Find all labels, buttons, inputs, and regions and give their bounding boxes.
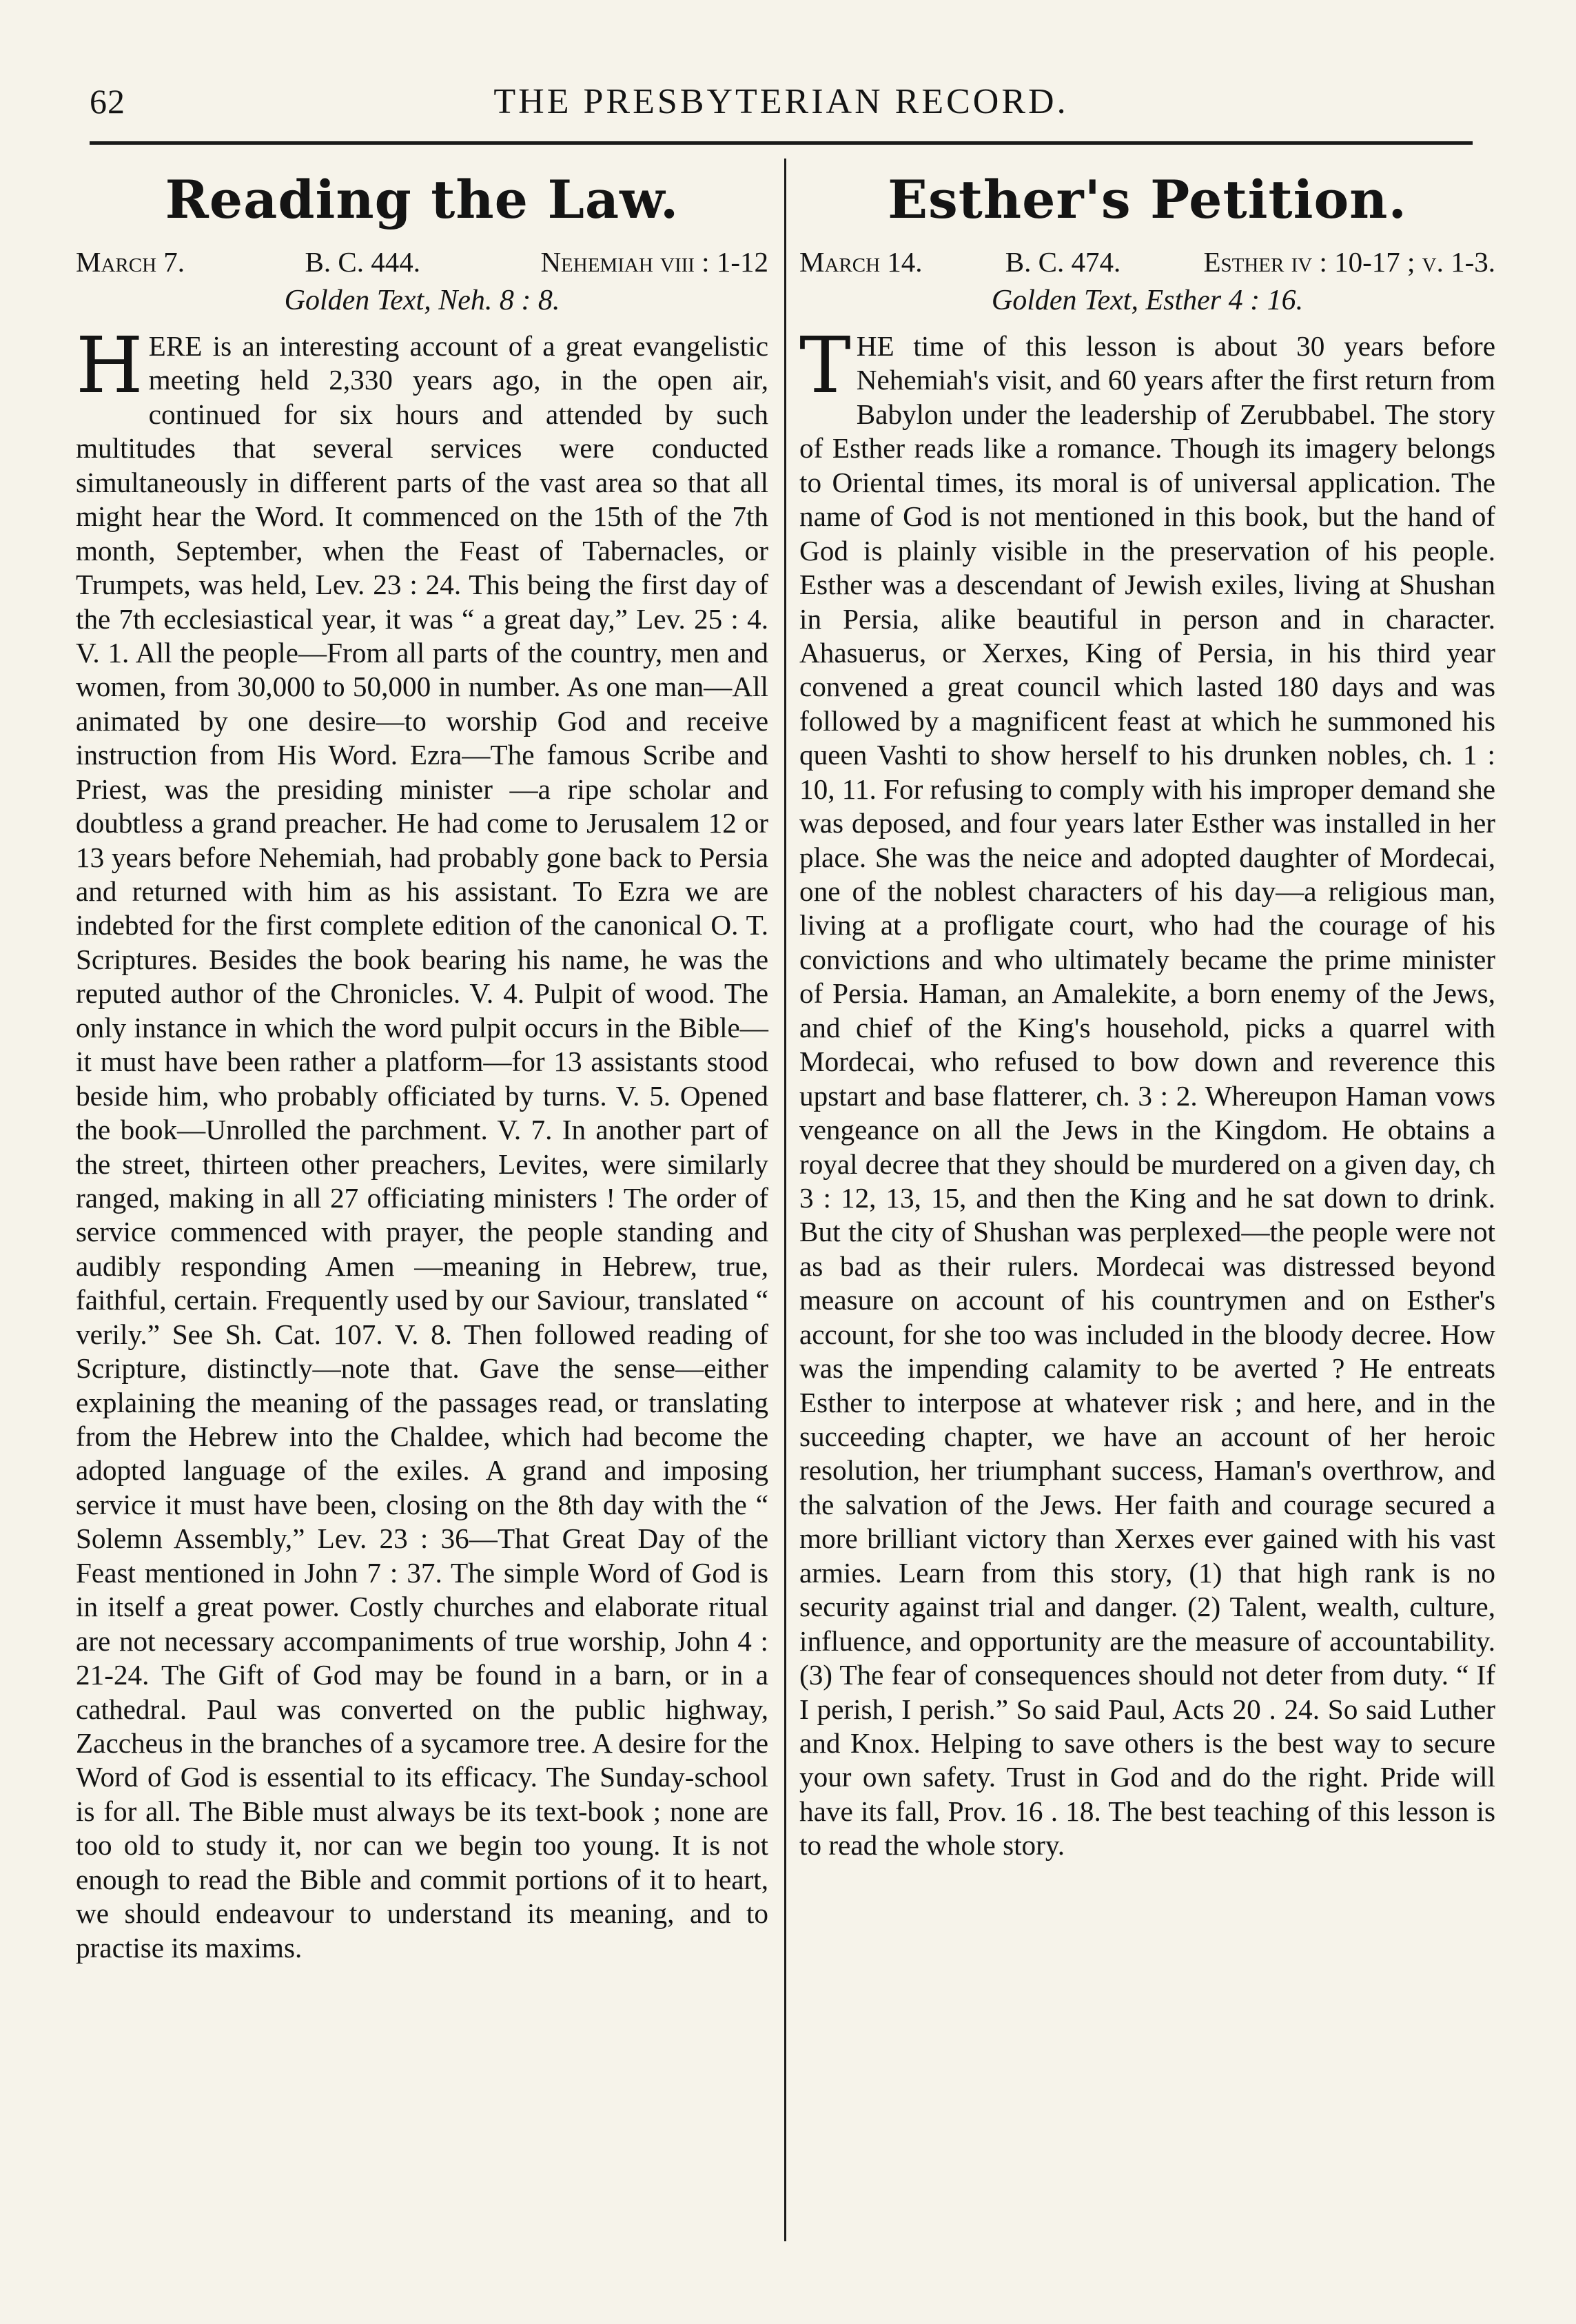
lesson-title: Reading the Law. — [165, 169, 679, 230]
lesson-body — [799, 321, 1495, 1863]
left-column — [76, 162, 768, 1965]
drop-cap: T — [799, 321, 851, 411]
lesson-date: March 7. — [76, 246, 185, 278]
page-header — [90, 81, 1473, 136]
lesson-reference: Nehemiah viii : 1-12 — [540, 246, 768, 278]
lesson-date: March 14. — [799, 246, 923, 278]
header-rule — [90, 141, 1473, 145]
lesson-year: B. C. 444. — [305, 246, 420, 278]
golden-text: Golden Text, Esther 4 : 16. — [991, 285, 1304, 316]
lesson-body — [76, 321, 768, 1965]
right-column — [799, 162, 1495, 1863]
lesson-body-text: ERE is an interesting account of a great evangelistic meeting held 2,330 years ago, in the open air, continued for six hours and attended by such multitudes that several services were conducted simultaneously in different parts of the vast area so that all might hear the Word. It commenced on the 15th of the 7th month, September, when the Feast of Tabernacles, or Trumpets, was held, Lev. 23 : 24. This being the first day of the 7th ecclesiastical year, it was “ a great day,” Lev. 25 : 4. V. 1. All the people—From all parts of the country, men and women, from 30,000 to 50,000 in number. As one man—All animated by one desire—to worship God and receive instruction from His Word. Ezra—The famous Scribe and Priest, was the presiding minister —a ripe scholar and doubtless a grand preacher. He had come to Jerusalem 12 or 13 years before Nehemiah, had probably gone back to Persia and returned with him as his assistant. To Ezra we are indebted for the first complete edition of the canonical O. T. Scriptures. Besides the book bearing his name, he was the reputed author of the Chronicles. V. 4. Pulpit of wood. The only instance in which the word pulpit occurs in the Bible—it must have been rather a platform—for 13 assistants stood beside him, who probably officiated by turns. V. 5. Opened the book—Unrolled the parchment. V. 7. In another part of the street, thirteen other preachers, Levites, were similarly ranged, making in all 27 officiating ministers ! The order of service commenced with prayer, the people standing and audibly responding Amen —meaning in Hebrew, true, faithful, certain. Frequently used by our Saviour, translated “ verily.” See Sh. Cat. 107. V. 8. Then followed reading of Scripture, distinctly—note that. Gave the sense—either explaining the meaning of the passages read, or translating from the Hebrew into the Chaldee, which had become the adopted language of the exiles. A grand and imposing service it must have been, closing on the 8th day with the “ Solemn Assembly,” Lev. 23 : 36—That Great Day of the Feast mentioned in John 7 : 37. The simple Word of God is in itself a great power. Costly churches and elaborate ritual are not necessary accompaniments of true worship, John 4 : 21-24. The Gift of God may be found in a barn, or in a cathedral. Paul was converted on the public highway, Zaccheus in the branches of a sycamore tree. A desire for the Word of God is essential to its efficacy. The Sunday-school is for all. The Bible must always be its text-book ; none are too old to study it, nor can we begin too young. It is not enough to read the Bible and commit portions of it to heart, we should endeavour to understand its meaning, and to practise its maxims. — [76, 330, 768, 1964]
column-divider — [784, 159, 786, 2241]
lesson-body-text: HE time of this lesson is about 30 years before Nehemiah's visit, and 60 years after the first return from Babylon under the leadership of Zerubbabel. The story of Esther reads like a romance. Though its imagery belongs to Oriental times, its moral is of universal application. The name of God is not mentioned in this book, but the hand of God is plainly visible in the preservation of his people. Esther was a descendant of Jewish exiles, living at Shushan in Persia, alike beautiful in person and in character. Ahasuerus, or Xerxes, King of Persia, in his third year convened a great council which lasted 180 days and was followed by a magnificent feast at which he summoned his queen Vashti to show herself to his drunken nobles, ch. 1 : 10, 11. For refusing to comply with his improper demand she was deposed, and four years later Esther was installed in her place. She was the neice and adopted daughter of Mordecai, one of the noblest characters of his day—a religious man, living at a profligate court, who had the courage of his convictions and who ultimately became the prime minister of Persia. Haman, an Amalekite, a born enemy of the Jews, and chief of the King's household, picks a quarrel with Mordecai, who refused to bow down and reverence this upstart and base flatterer, ch. 3 : 2. Whereupon Haman vows vengeance on all the Jews in the Kingdom. He obtains a royal decree that they should be murdered on a given day, ch 3 : 12, 13, 15, and then the King and he sat down to drink. But the city of Shushan was perplexed—the people were not as bad as their rulers. Mordecai was distressed beyond measure on account of his countrymen and on Esther's account, for she too was included in the bloody decree. How was the impending calamity to be averted ? He entreats Esther to interpose at whatever risk ; and here, and in the succeeding chapter, we have an account of her heroic resolution, her triumphant success, Haman's overthrow, and the salvation of the Jews. Her faith and courage secured a more brilliant victory than Xerxes ever gained with his vast armies. Learn from this story, (1) that high rank is no security against trial and danger. (2) Talent, wealth, culture, influence, and opportunity are the measure of accountability. (3) The fear of consequences should not deter from duty. “ If I perish, I perish.” So said Paul, Acts 20 . 24. So said Luther and Knox. Helping to save others is the best way to secure your own safety. Trust in God and do the right. Pride will have its fall, Prov. 16 . 18. The best teaching of this lesson is to read the whole story. — [799, 330, 1495, 1862]
lesson-title: Esther's Petition. — [888, 169, 1407, 230]
running-head: THE PRESBYTERIAN RECORD. — [493, 82, 1069, 121]
golden-text: Golden Text, Neh. 8 : 8. — [284, 285, 560, 316]
lesson-year: B. C. 474. — [1005, 246, 1121, 278]
drop-cap: H — [76, 321, 143, 411]
lesson-reference: Esther iv : 10-17 ; v. 1-3. — [1203, 246, 1495, 278]
page-number: 62 — [90, 82, 125, 121]
lesson-info — [799, 245, 1495, 278]
lesson-info — [76, 245, 768, 278]
